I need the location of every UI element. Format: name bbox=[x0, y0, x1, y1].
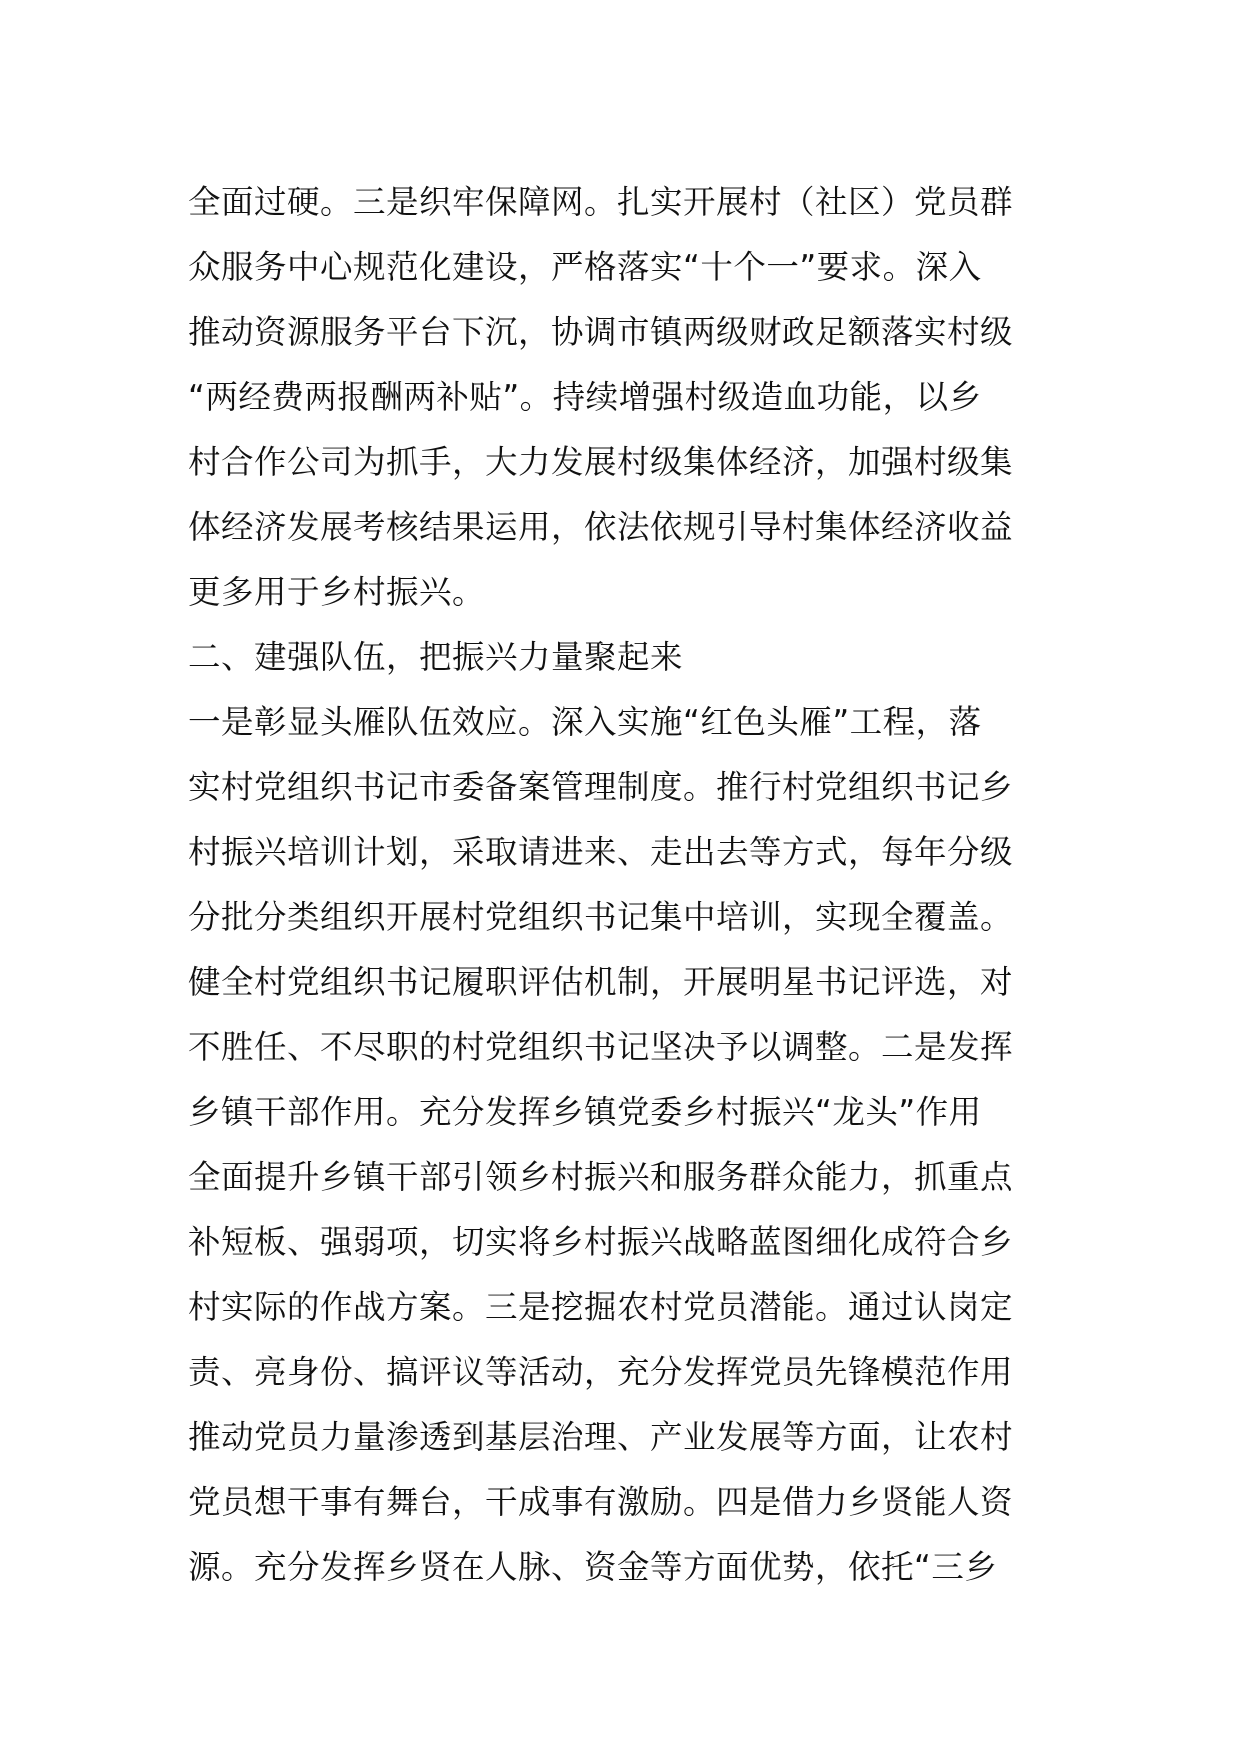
text-line: 体经济发展考核结果运用，依法依规引导村集体经济收益 bbox=[188, 508, 1014, 546]
text-line: 全面提升乡镇干部引领乡村振兴和服务群众能力，抓重点 bbox=[188, 1158, 1014, 1196]
text-line: 村合作公司为抓手，大力发展村级集体经济，加强村级集 bbox=[188, 443, 1014, 481]
text-line: 全面过硬。三是织牢保障网。扎实开展村（社区）党员群 bbox=[188, 183, 1014, 221]
text-line: 实村党组织书记市委备案管理制度。推行村党组织书记乡 bbox=[188, 768, 1014, 806]
text-line: 村振兴培训计划，采取请进来、走出去等方式，每年分级 bbox=[188, 833, 1014, 871]
text-line: 更多用于乡村振兴。 bbox=[188, 573, 486, 611]
text-line: 推动资源服务平台下沉，协调市镇两级财政足额落实村级 bbox=[188, 313, 1014, 351]
text-line: 分批分类组织开展村党组织书记集中培训，实现全覆盖。 bbox=[188, 898, 1014, 936]
text-line: 一是彰显头雁队伍效应。深入实施“红色头雁”工程，落 bbox=[188, 703, 982, 741]
text-line: “两经费两报酬两补贴”。持续增强村级造血功能，以乡 bbox=[188, 378, 982, 416]
text-line: 村实际的作战方案。三是挖掘农村党员潜能。通过认岗定 bbox=[188, 1288, 1014, 1326]
section-heading: 二、建强队伍，把振兴力量聚起来 bbox=[188, 638, 684, 676]
text-line: 源。充分发挥乡贤在人脉、资金等方面优势，依托“三乡 bbox=[188, 1548, 998, 1586]
text-line: 党员想干事有舞台，干成事有激励。四是借力乡贤能人资 bbox=[188, 1483, 1014, 1521]
text-line: 众服务中心规范化建设，严格落实“十个一”要求。深入 bbox=[188, 248, 982, 286]
text-line: 乡镇干部作用。充分发挥乡镇党委乡村振兴“龙头”作用 bbox=[188, 1093, 982, 1131]
text-line: 不胜任、不尽职的村党组织书记坚决予以调整。二是发挥 bbox=[188, 1028, 1014, 1066]
text-line: 责、亮身份、搞评议等活动，充分发挥党员先锋模范作用 bbox=[188, 1353, 1014, 1391]
text-line: 推动党员力量渗透到基层治理、产业发展等方面，让农村 bbox=[188, 1418, 1014, 1456]
document-body bbox=[188, 170, 1058, 1600]
text-line: 健全村党组织书记履职评估机制，开展明星书记评选，对 bbox=[188, 963, 1014, 1001]
text-line: 补短板、强弱项，切实将乡村振兴战略蓝图细化成符合乡 bbox=[188, 1223, 1014, 1261]
